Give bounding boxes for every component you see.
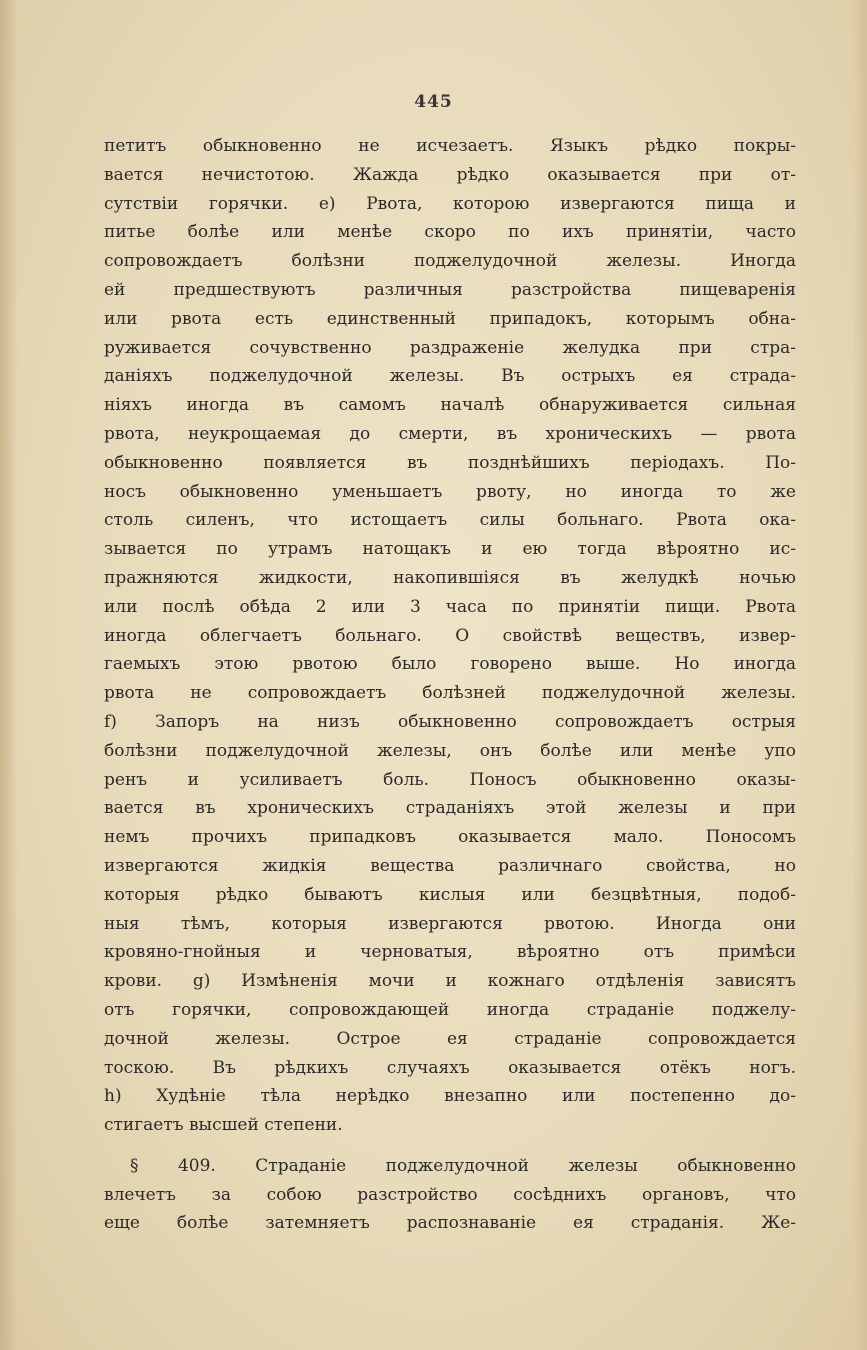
text-line: ренъ и усиливаетъ боль. Поносъ обыкновенно оказы- xyxy=(104,769,796,790)
text-line: немъ прочихъ припадковъ оказывается мало. Поносомъ xyxy=(104,827,796,848)
text-line: столь силенъ, что истощаетъ силы больнаго. Рвота ока- xyxy=(104,510,796,531)
body-text xyxy=(104,132,796,1238)
text-line: § 409. Страданіе поджелудочной железы обыкновенно xyxy=(130,1155,796,1176)
text-line: h) Худѣніе тѣла нерѣдко внезапно или постепенно до- xyxy=(104,1086,796,1107)
text-line: петитъ обыкновенно не исчезаетъ. Языкъ рѣдко покры- xyxy=(104,136,796,156)
text-line: питье болѣе или менѣе скоро по ихъ принятіи, часто xyxy=(104,222,796,243)
text-line: влечетъ за собою разстройство сосѣднихъ органовъ, что xyxy=(104,1184,796,1205)
text-line: даніяхъ поджелудочной железы. Въ острыхъ ея страда- xyxy=(104,366,796,387)
text-line: извергаются жидкія вещества различнаго свойства, но xyxy=(104,855,796,876)
text-line: сутствіи горячки. e) Рвота, которою извергаются пища и xyxy=(104,193,796,214)
text-line: гаемыхъ этою рвотою было говорено выше. Но иногда xyxy=(104,654,796,675)
text-line: вается въ хроническихъ страданіяхъ этой железы и при xyxy=(104,798,796,819)
text-line: руживается сочувственно раздраженіе желудка при стра- xyxy=(104,337,796,358)
text-line: дочной железы. Острое ея страданіе сопровождается xyxy=(104,1028,796,1049)
text-line: f) Запоръ на низъ обыкновенно сопровождаетъ острыя xyxy=(104,711,796,732)
text-line: ей предшествуютъ различныя разстройства пищеваренія xyxy=(104,279,796,300)
text-line: обыкновенно появляется въ позднѣйшихъ періодахъ. По- xyxy=(104,452,796,473)
text-line: или рвота есть единственный припадокъ, которымъ обна- xyxy=(104,308,796,329)
text-line: еще болѣе затемняетъ распознаваніе ея страданія. Же- xyxy=(104,1213,796,1234)
text-line: тоскою. Въ рѣдкихъ случаяхъ оказывается отёкъ ногъ. xyxy=(104,1057,796,1078)
text-line: рвота не сопровождаетъ болѣзней поджелудочной железы. xyxy=(104,683,796,704)
text-line: носъ обыкновенно уменьшаетъ рвоту, но иногда то же xyxy=(104,481,796,502)
text-line: иногда облегчаетъ больнаго. О свойствѣ веществъ, извер- xyxy=(104,625,796,646)
paragraph-gap xyxy=(104,1140,796,1152)
text-line: ніяхъ иногда въ самомъ началѣ обнаруживается сильная xyxy=(104,395,796,416)
text-line: зывается по утрамъ натощакъ и ею тогда вѣроятно ис- xyxy=(104,539,796,560)
text-line: или послѣ обѣда 2 или 3 часа по принятіи пищи. Рвота xyxy=(104,596,796,617)
text-line: пражняются жидкости, накопившіяся въ желудкѣ ночью xyxy=(104,567,796,588)
page-number: 445 xyxy=(414,92,453,112)
text-line: которыя рѣдко бываютъ кислыя или безцвѣтныя, подоб- xyxy=(104,884,796,905)
text-line: вается нечистотою. Жажда рѣдко оказывается при от- xyxy=(104,164,796,185)
text-line: стигаетъ высшей степени. xyxy=(104,1115,343,1136)
text-line: болѣзни поджелудочной железы, онъ болѣе или менѣе упо xyxy=(104,740,796,761)
text-line: рвота, неукрощаемая до смерти, въ хроническихъ — рвота xyxy=(104,423,796,444)
text-line: сопровождаетъ болѣзни поджелудочной железы. Иногда xyxy=(104,251,796,272)
text-line: крови. g) Измѣненія мочи и кожнаго отдѣленія зависятъ xyxy=(104,971,796,992)
text-line: отъ горячки, сопровождающей иногда страданіе поджелу- xyxy=(104,999,796,1020)
text-line: ныя тѣмъ, которыя извергаются рвотою. Иногда они xyxy=(104,913,796,934)
text-line: кровяно-гнойныя и черноватыя, вѣроятно отъ примѣси xyxy=(104,942,796,963)
